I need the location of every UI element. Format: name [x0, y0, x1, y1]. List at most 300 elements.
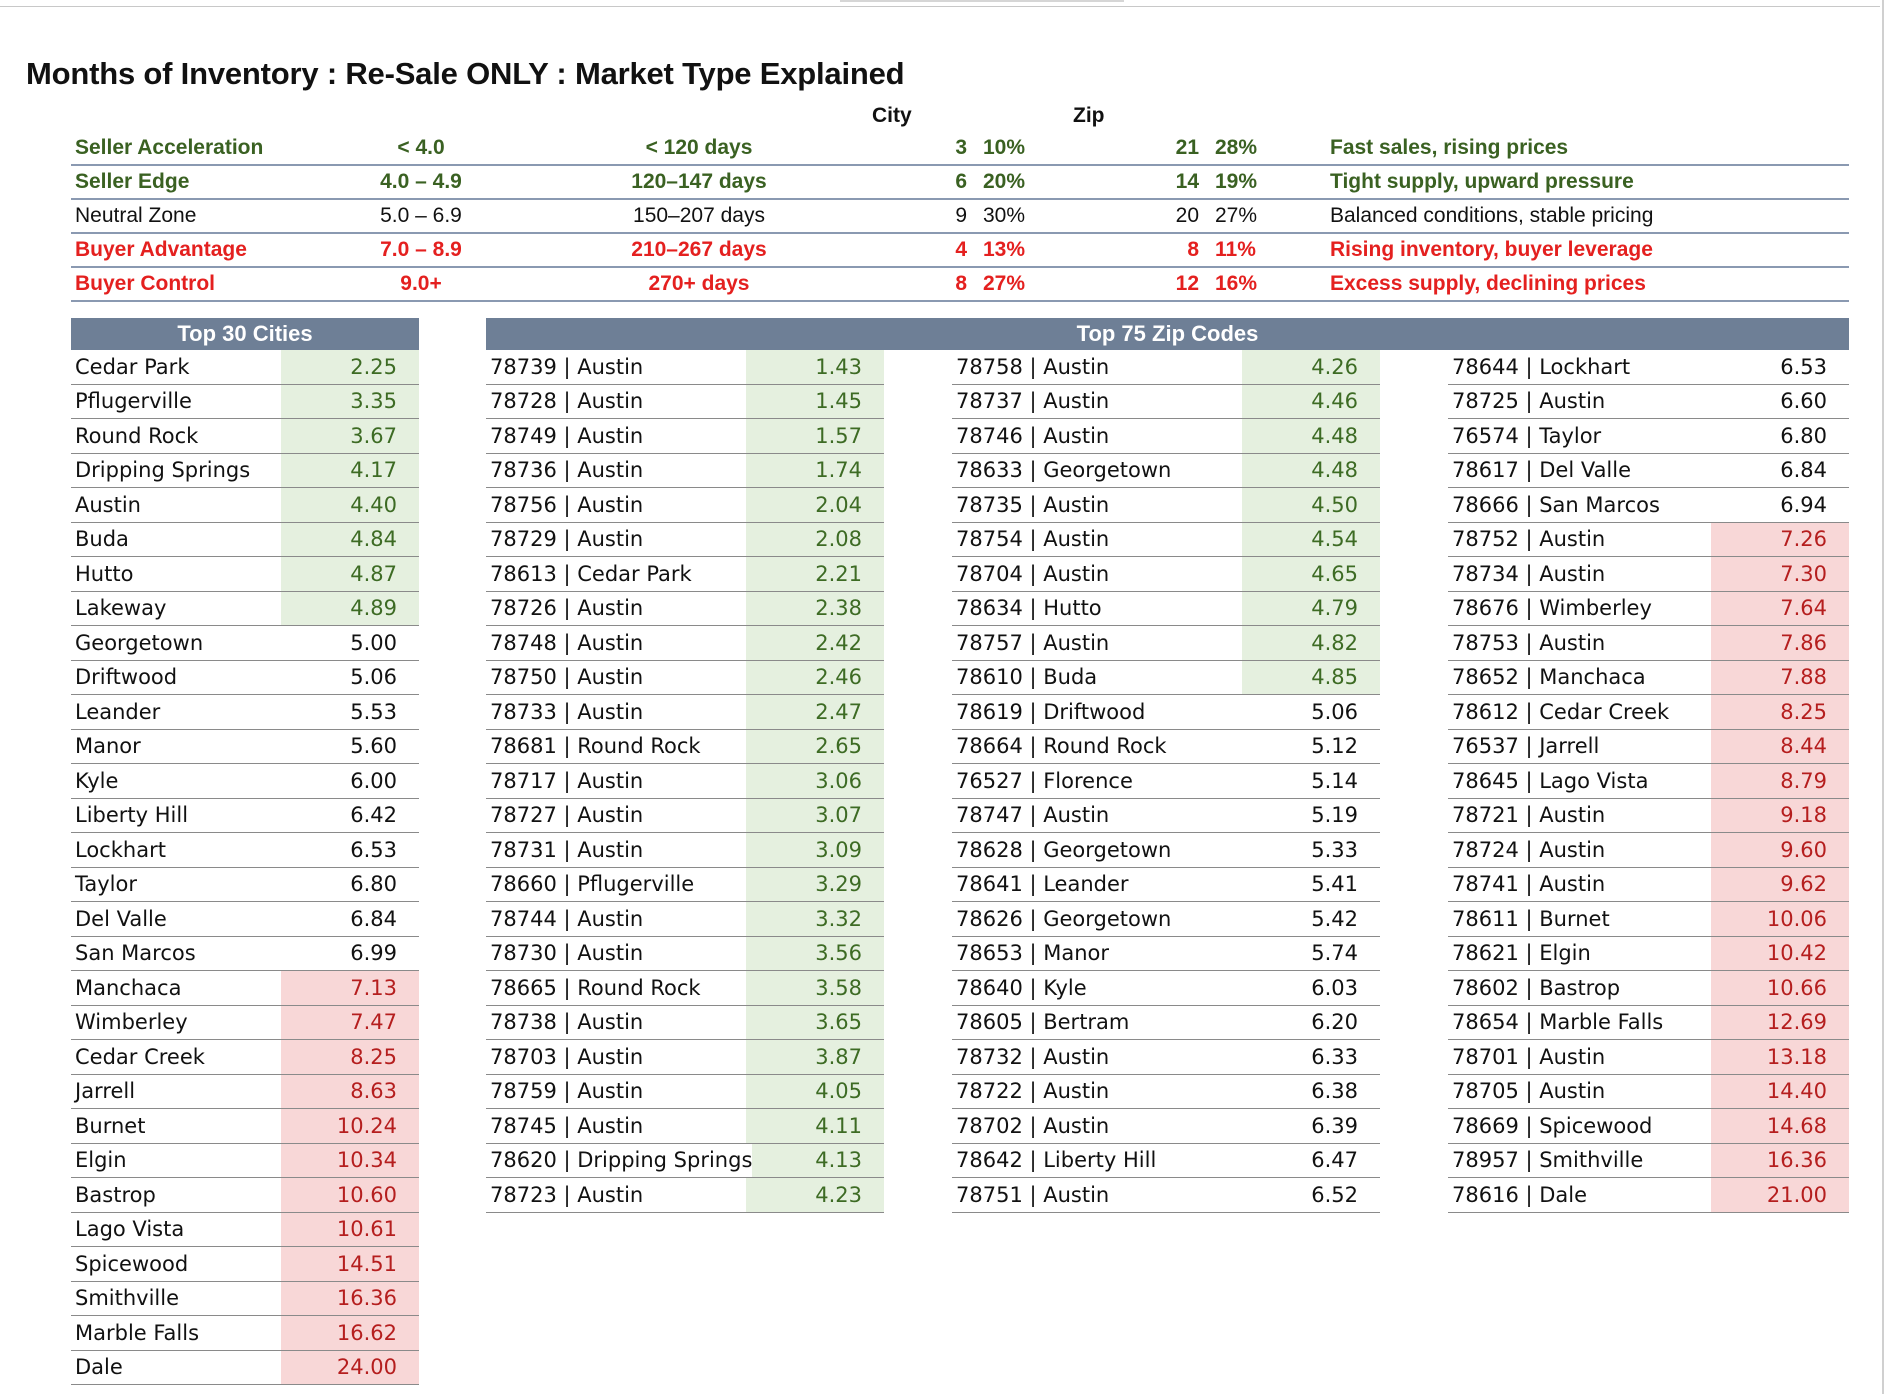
table-row — [1448, 592, 1849, 627]
row-value: 5.06 — [350, 665, 397, 690]
legend-name: Seller Acceleration — [71, 132, 341, 165]
row-value: 2.08 — [746, 523, 884, 557]
table-row — [1448, 902, 1849, 937]
table-row — [71, 1213, 419, 1248]
legend-description: Excess supply, declining prices — [1330, 267, 1849, 301]
row-name: 78666 | San Marcos — [1452, 492, 1660, 517]
row-name: Lakeway — [75, 596, 167, 621]
row-value: 1.43 — [746, 350, 884, 384]
legend-row — [71, 267, 1849, 301]
row-name: Del Valle — [75, 906, 167, 931]
legend-range: 4.0 – 4.9 — [341, 165, 501, 199]
row-name: 78751 | Austin — [956, 1182, 1110, 1207]
row-value: 8.44 — [1711, 730, 1849, 764]
table-row — [486, 1109, 884, 1144]
row-name: 78729 | Austin — [490, 527, 644, 552]
legend-row — [71, 199, 1849, 233]
table-row — [71, 937, 419, 972]
row-name: 78621 | Elgin — [1452, 941, 1591, 966]
row-name: 78723 | Austin — [490, 1182, 644, 1207]
row-name: Smithville — [75, 1286, 180, 1311]
row-name: 78634 | Hutto — [956, 596, 1102, 621]
row-name: 78660 | Pflugerville — [490, 872, 695, 897]
row-name: 78611 | Burnet — [1452, 906, 1610, 931]
legend-name: Buyer Control — [71, 267, 341, 301]
row-value: 4.46 — [1242, 385, 1380, 419]
legend-city-pct: 27% — [967, 267, 1093, 301]
row-name: 78732 | Austin — [956, 1044, 1110, 1069]
row-value: 10.34 — [281, 1144, 419, 1178]
table-row — [952, 488, 1380, 523]
table-row — [486, 937, 884, 972]
row-value: 10.42 — [1711, 937, 1849, 971]
table-row — [486, 385, 884, 420]
legend-description: Balanced conditions, stable pricing — [1330, 199, 1849, 233]
row-name: 78724 | Austin — [1452, 837, 1606, 862]
legend-zip-count: 20 — [1093, 199, 1199, 233]
legend-days: 210–267 days — [501, 233, 897, 267]
row-value: 2.25 — [281, 350, 419, 384]
table-row — [952, 1109, 1380, 1144]
row-value: 4.84 — [281, 523, 419, 557]
row-value: 6.42 — [350, 803, 397, 828]
legend-city-pct: 10% — [967, 132, 1093, 165]
table-row — [952, 1040, 1380, 1075]
row-value: 6.33 — [1311, 1044, 1358, 1069]
row-name: 78722 | Austin — [956, 1079, 1110, 1104]
legend-range: 7.0 – 8.9 — [341, 233, 501, 267]
table-row — [71, 868, 419, 903]
table-row — [486, 868, 884, 903]
legend-range: < 4.0 — [341, 132, 501, 165]
table-row — [486, 419, 884, 454]
table-row — [1448, 833, 1849, 868]
row-value: 6.53 — [1780, 354, 1827, 379]
row-name: 78701 | Austin — [1452, 1044, 1606, 1069]
row-name: 78633 | Georgetown — [956, 458, 1172, 483]
row-value: 6.20 — [1311, 1010, 1358, 1035]
table-row — [486, 833, 884, 868]
row-value: 7.47 — [281, 1006, 419, 1040]
row-value: 3.56 — [746, 937, 884, 971]
table-row — [71, 592, 419, 627]
top-divider — [0, 6, 1880, 7]
table-row — [1448, 799, 1849, 834]
row-name: 78731 | Austin — [490, 837, 644, 862]
row-value: 14.68 — [1711, 1109, 1849, 1143]
row-name: 78641 | Leander — [956, 872, 1129, 897]
legend-city-count: 8 — [897, 267, 967, 301]
row-value: 8.25 — [1711, 695, 1849, 729]
cities-list — [71, 350, 419, 1385]
table-row — [1448, 557, 1849, 592]
row-value: 3.29 — [746, 868, 884, 902]
row-name: 78640 | Kyle — [956, 975, 1087, 1000]
row-value: 4.11 — [746, 1109, 884, 1143]
row-name: Lockhart — [75, 837, 166, 862]
legend-days: < 120 days — [501, 132, 897, 165]
legend-city-count: 3 — [897, 132, 967, 165]
row-name: Dripping Springs — [75, 458, 251, 483]
table-row — [71, 350, 419, 385]
row-value: 6.03 — [1311, 975, 1358, 1000]
row-name: Round Rock — [75, 423, 199, 448]
row-name: Cedar Creek — [75, 1044, 205, 1069]
legend-zip-count: 8 — [1093, 233, 1199, 267]
row-name: 78736 | Austin — [490, 458, 644, 483]
row-value: 4.40 — [281, 488, 419, 522]
row-name: 78727 | Austin — [490, 803, 644, 828]
row-value: 3.87 — [746, 1040, 884, 1074]
table-row — [952, 1144, 1380, 1179]
row-value: 3.09 — [746, 833, 884, 867]
row-name: 78728 | Austin — [490, 389, 644, 414]
row-name: Taylor — [75, 872, 137, 897]
row-name: 78747 | Austin — [956, 803, 1110, 828]
table-row — [486, 1006, 884, 1041]
table-row — [71, 1247, 419, 1282]
table-row — [952, 661, 1380, 696]
row-name: 78664 | Round Rock — [956, 734, 1167, 759]
row-value: 7.88 — [1711, 661, 1849, 695]
table-row — [71, 419, 419, 454]
row-value: 16.36 — [281, 1282, 419, 1316]
row-name: 78602 | Bastrop — [1452, 975, 1621, 1000]
legend-city-pct: 30% — [967, 199, 1093, 233]
row-value: 4.65 — [1242, 557, 1380, 591]
row-value: 5.53 — [350, 699, 397, 724]
row-value: 9.60 — [1711, 833, 1849, 867]
table-row — [486, 1178, 884, 1213]
table-row — [71, 1109, 419, 1144]
row-name: 78741 | Austin — [1452, 872, 1606, 897]
row-name: 78756 | Austin — [490, 492, 644, 517]
row-name: 78739 | Austin — [490, 354, 644, 379]
table-row — [71, 385, 419, 420]
row-name: 78610 | Buda — [956, 665, 1098, 690]
row-value: 3.35 — [281, 385, 419, 419]
row-value: 9.18 — [1711, 799, 1849, 833]
legend-row — [71, 233, 1849, 267]
row-value: 10.06 — [1711, 902, 1849, 936]
row-value: 4.48 — [1242, 419, 1380, 453]
table-row — [1448, 730, 1849, 765]
row-value: 10.61 — [281, 1213, 419, 1247]
row-name: 78744 | Austin — [490, 906, 644, 931]
row-value: 3.58 — [746, 971, 884, 1005]
table-row — [1448, 350, 1849, 385]
row-name: 78642 | Liberty Hill — [956, 1148, 1157, 1173]
row-value: 21.00 — [1711, 1178, 1849, 1212]
row-name: 78628 | Georgetown — [956, 837, 1172, 862]
row-name: 78654 | Marble Falls — [1452, 1010, 1664, 1035]
row-value: 2.21 — [746, 557, 884, 591]
row-name: San Marcos — [75, 941, 196, 966]
row-value: 5.33 — [1311, 837, 1358, 862]
row-name: Pflugerville — [75, 389, 192, 414]
row-value: 4.17 — [281, 454, 419, 488]
row-value: 4.54 — [1242, 523, 1380, 557]
table-row — [71, 1040, 419, 1075]
row-name: 78619 | Driftwood — [956, 699, 1146, 724]
row-value: 6.47 — [1311, 1148, 1358, 1173]
row-name: Georgetown — [75, 630, 204, 655]
legend-days: 270+ days — [501, 267, 897, 301]
row-value: 6.80 — [350, 872, 397, 897]
row-name: 78957 | Smithville — [1452, 1148, 1644, 1173]
row-value: 4.82 — [1242, 626, 1380, 660]
row-name: 78733 | Austin — [490, 699, 644, 724]
table-row — [71, 971, 419, 1006]
table-row — [1448, 1144, 1849, 1179]
legend-zip-pct: 16% — [1199, 267, 1330, 301]
row-value: 7.86 — [1711, 626, 1849, 660]
table-row — [486, 1075, 884, 1110]
legend-zip-pct: 28% — [1199, 132, 1330, 165]
table-row — [952, 1178, 1380, 1213]
cities-title: Top 30 Cities — [71, 318, 419, 350]
cities-column — [71, 318, 419, 1385]
table-row — [71, 1006, 419, 1041]
row-name: 78605 | Bertram — [956, 1010, 1130, 1035]
table-row — [71, 1282, 419, 1317]
row-name: 78753 | Austin — [1452, 630, 1606, 655]
row-value: 6.52 — [1311, 1182, 1358, 1207]
row-name: 78738 | Austin — [490, 1010, 644, 1035]
zips-list-2 — [952, 350, 1380, 1213]
table-row — [952, 937, 1380, 972]
legend-days: 150–207 days — [501, 199, 897, 233]
row-value: 4.23 — [746, 1178, 884, 1212]
row-value: 6.84 — [350, 906, 397, 931]
table-row — [71, 1144, 419, 1179]
row-value: 14.40 — [1711, 1075, 1849, 1109]
row-name: 78645 | Lago Vista — [1452, 768, 1649, 793]
row-name: 78725 | Austin — [1452, 389, 1606, 414]
table-row — [71, 454, 419, 489]
row-name: 78746 | Austin — [956, 423, 1110, 448]
table-row — [486, 454, 884, 489]
table-row — [952, 419, 1380, 454]
row-name: Buda — [75, 527, 129, 552]
row-name: Hutto — [75, 561, 134, 586]
legend-range: 9.0+ — [341, 267, 501, 301]
table-row — [952, 385, 1380, 420]
row-value: 5.12 — [1311, 734, 1358, 759]
row-name: 78676 | Wimberley — [1452, 596, 1652, 621]
row-value: 5.60 — [350, 734, 397, 759]
row-name: Lago Vista — [75, 1217, 185, 1242]
row-name: 78704 | Austin — [956, 561, 1110, 586]
row-name: 78752 | Austin — [1452, 527, 1606, 552]
table-row — [952, 626, 1380, 661]
table-row — [1448, 523, 1849, 558]
row-name: 76537 | Jarrell — [1452, 734, 1600, 759]
row-value: 4.05 — [746, 1075, 884, 1109]
row-name: 78652 | Manchaca — [1452, 665, 1646, 690]
row-name: 78757 | Austin — [956, 630, 1110, 655]
row-value: 6.94 — [1780, 492, 1827, 517]
row-value: 4.85 — [1242, 661, 1380, 695]
row-value: 7.13 — [281, 971, 419, 1005]
legend-name: Seller Edge — [71, 165, 341, 199]
city-header: City — [872, 104, 912, 127]
row-value: 3.07 — [746, 799, 884, 833]
legend-zip-count: 14 — [1093, 165, 1199, 199]
row-name: 78616 | Dale — [1452, 1182, 1588, 1207]
row-value: 4.87 — [281, 557, 419, 591]
table-row — [1448, 695, 1849, 730]
row-name: 78620 | Dripping Springs — [490, 1148, 753, 1173]
table-row — [486, 350, 884, 385]
table-row — [71, 1351, 419, 1386]
row-name: 76574 | Taylor — [1452, 423, 1602, 448]
table-row — [1448, 868, 1849, 903]
row-value: 7.26 — [1711, 523, 1849, 557]
row-value: 4.26 — [1242, 350, 1380, 384]
table-row — [486, 971, 884, 1006]
legend-days: 120–147 days — [501, 165, 897, 199]
row-value: 2.65 — [746, 730, 884, 764]
table-row — [486, 488, 884, 523]
row-value: 6.38 — [1311, 1079, 1358, 1104]
row-name: 78653 | Manor — [956, 941, 1110, 966]
table-row — [71, 764, 419, 799]
table-row — [1448, 626, 1849, 661]
row-name: 78759 | Austin — [490, 1079, 644, 1104]
table-row — [71, 902, 419, 937]
table-row — [71, 833, 419, 868]
row-value: 3.32 — [746, 902, 884, 936]
row-value: 2.42 — [746, 626, 884, 660]
legend-city-count: 9 — [897, 199, 967, 233]
row-name: 78735 | Austin — [956, 492, 1110, 517]
row-value: 1.57 — [746, 419, 884, 453]
table-row — [486, 626, 884, 661]
row-value: 6.60 — [1780, 389, 1827, 414]
row-name: Jarrell — [75, 1079, 136, 1104]
row-name: 78749 | Austin — [490, 423, 644, 448]
row-value: 16.36 — [1711, 1144, 1849, 1178]
table-row — [1448, 385, 1849, 420]
table-row — [1448, 1178, 1849, 1213]
table-row — [1448, 488, 1849, 523]
legend-row — [71, 165, 1849, 199]
table-row — [71, 695, 419, 730]
right-divider — [1882, 0, 1884, 1394]
row-value: 24.00 — [281, 1351, 419, 1385]
table-row — [952, 350, 1380, 385]
table-row — [486, 661, 884, 696]
table-row — [486, 799, 884, 834]
table-row — [1448, 454, 1849, 489]
legend-description: Tight supply, upward pressure — [1330, 165, 1849, 199]
legend-description: Fast sales, rising prices — [1330, 132, 1849, 165]
page-title: Months of Inventory : Re-Sale ONLY : Market Type Explained — [26, 56, 905, 91]
row-value: 2.46 — [746, 661, 884, 695]
row-name: Spicewood — [75, 1251, 189, 1276]
row-value: 12.69 — [1711, 1006, 1849, 1040]
row-name: 78702 | Austin — [956, 1113, 1110, 1138]
row-value: 4.13 — [752, 1144, 884, 1178]
table-row — [1448, 1006, 1849, 1041]
table-row — [952, 523, 1380, 558]
table-row — [71, 557, 419, 592]
table-row — [486, 730, 884, 765]
row-value: 9.62 — [1711, 868, 1849, 902]
row-value: 6.99 — [350, 941, 397, 966]
table-row — [71, 1075, 419, 1110]
legend-name: Neutral Zone — [71, 199, 341, 233]
row-value: 5.74 — [1311, 941, 1358, 966]
row-name: 76527 | Florence — [956, 768, 1133, 793]
row-name: 78737 | Austin — [956, 389, 1110, 414]
table-row — [952, 833, 1380, 868]
table-row — [952, 902, 1380, 937]
legend-city-pct: 20% — [967, 165, 1093, 199]
table-row — [71, 1316, 419, 1351]
row-name: Burnet — [75, 1113, 146, 1138]
row-value: 4.89 — [281, 592, 419, 626]
row-name: Manor — [75, 734, 141, 759]
row-name: 78758 | Austin — [956, 354, 1110, 379]
row-value: 3.65 — [746, 1006, 884, 1040]
table-row — [952, 868, 1380, 903]
table-row — [486, 1040, 884, 1075]
row-value: 6.39 — [1311, 1113, 1358, 1138]
table-row — [71, 488, 419, 523]
row-value: 2.04 — [746, 488, 884, 522]
row-name: Driftwood — [75, 665, 178, 690]
row-value: 7.30 — [1711, 557, 1849, 591]
legend-zip-pct: 11% — [1199, 233, 1330, 267]
table-row — [1448, 1075, 1849, 1110]
row-name: Kyle — [75, 768, 119, 793]
table-row — [1448, 661, 1849, 696]
table-row — [1448, 419, 1849, 454]
row-name: Bastrop — [75, 1182, 156, 1207]
top-tab-indicator — [840, 0, 1124, 2]
row-name: Elgin — [75, 1148, 127, 1173]
row-value: 8.63 — [281, 1075, 419, 1109]
legend-range: 5.0 – 6.9 — [341, 199, 501, 233]
legend-row — [71, 132, 1849, 165]
row-name: 78726 | Austin — [490, 596, 644, 621]
table-row — [1448, 1109, 1849, 1144]
row-value: 1.45 — [746, 385, 884, 419]
legend-name: Buyer Advantage — [71, 233, 341, 267]
table-row — [952, 557, 1380, 592]
table-row — [952, 971, 1380, 1006]
table-row — [71, 661, 419, 696]
row-value: 5.41 — [1311, 872, 1358, 897]
market-type-legend — [71, 132, 1849, 302]
zips-column-1 — [486, 350, 884, 1213]
table-row — [952, 454, 1380, 489]
table-row — [1448, 764, 1849, 799]
row-name: 78669 | Spicewood — [1452, 1113, 1653, 1138]
zips-column-3 — [1448, 350, 1849, 1213]
legend-city-pct: 13% — [967, 233, 1093, 267]
row-value: 5.42 — [1311, 906, 1358, 931]
table-row — [486, 764, 884, 799]
row-value: 3.06 — [746, 764, 884, 798]
row-name: 78681 | Round Rock — [490, 734, 701, 759]
table-row — [486, 523, 884, 558]
row-name: Manchaca — [75, 975, 182, 1000]
row-name: 78734 | Austin — [1452, 561, 1606, 586]
row-name: 78705 | Austin — [1452, 1079, 1606, 1104]
